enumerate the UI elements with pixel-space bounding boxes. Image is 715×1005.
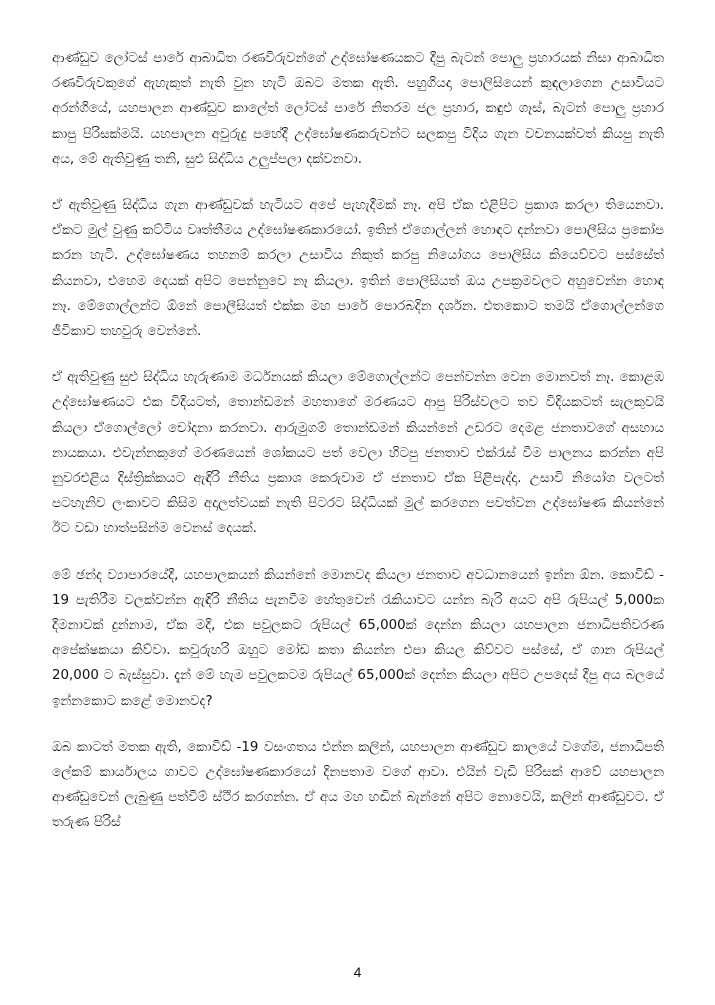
- document-body: [52, 46, 664, 857]
- paragraph-5: ඔබ කාටත් මතක ඇති, කොවිඩ් -19 වසංගතය එන්න කලින්, යහපාලන ආණ්ඩුව කාලයේ වගේම, ජනාධිපති ලේකම් කාර්යාලය ගාවට උද්ඝෝෂණකාරයෝ දිනපතාම වගේ ආවා. එයින් වැඩි පිරිසක් ආවේ යහපාලන ආණ්ඩුවෙන් ලැබුණු පත්වීම් ස්ථිර කරගන්න. ඒ අය මහ හඬින් බැන්නේ අපිට නොවෙයි, කලින් ආණ්ඩුවට. ඒ තරුණ පිරිස්: [52, 739, 664, 831]
- page-number: 4: [353, 964, 362, 980]
- paragraph-2: ඒ ඇතිවුණු සිද්ධිය ගැන ආණ්ඩුවක් හැටියට අපේ පැහැදීමක් නෑ. අපි ඒක එළිපිට ප්‍රකාශ කරලා තියෙනවා. ඒකට මුල් වුණු කට්ටිය වෘත්තීමය උද්ඝෝෂණකාරයෝ. ඉතින් ඒගොල්ලන් හොඳට දන්නවා පොලීසිය ප්‍රකෝප කරන හැටි. උද්ඝෝෂණය තහනම් කරලා උසාවිය නිකුත් කරපු නියෝගය පොලිසිය කියෙව්වට පස්සේත් කියනවා, එහෙම දෙයක් අපිට පෙන්නුවෙ නෑ කියලා. ඉතින් පොලිසියත් ඔය උපක්‍රමවලට අහුවෙන්න හොඳ නෑ. මේගොල්ලන්ට ඕනේ පොලීසියත් එක්ක මහ පාරේ පොරබදින දර්ශන. එතකොට තමයි ඒගොල්ලන්ගෙ ජීවිකාව තහවුරු වෙන්නේ.: [52, 198, 664, 340]
- paragraph-1: ආණ්ඩුව ලෝටස් පාරේ ආබාධිත රණවිරුවන්ගේ උද්ඝෝෂණයකට දීපු බැටන් පොලු ප්‍රහාරයක් නිසා ආබාධිත රණවිරුවකුගේ ඇහැකුත් නැති වුන හැටි ඔබට මතක ඇති. පහුගියදා පොලිසියෙන් කුඳලාගෙන උසාවියට අරන්ගියේ, යහපාලන ආණ්ඩුව කාලේත් ලෝටස් පාරේ නිතරම ජල ප්‍රහාර, කඳුළු ගෑස්, බැටන් පොලු ප්‍රහාර කාපු පිරිසක්මයි. යහපාලන අවුරුදු පහේදී උද්ඝෝෂණකරුවන්ට සලකපු විදිය ගැන වචනයක්වත් කියපු නැති අය, මේ ඇතිවුණු තනි, සුළු සිද්ධිය උලුප්පලා දක්වනවා.: [52, 51, 664, 167]
- paragraph-4: මේ ඡන්ද ව්‍යාපාරයේදී, යහපාලකයන් කියන්නේ මොනවද කියලා ජනතාව අවධානයෙන් ඉන්න ඕන. කොවිඩ් - 19 පැතිරීම වලක්වන්න ඇඳිරි නීතිය පැනවීම හේතුවෙන් රැකියාවට යන්න බැරි අයට අපි රුපියල් 5,000ක දීමනාවක් දුන්නාම, ඒක මදි, එක පවුලකට රුපියල් 65,000ක් දෙන්න කියලා යහපාලන ජනාධිපතිවරණ අපේක්ෂකයා කිව්වා. කවුරුහරි ඔහුට මෝඩ කතා කියන්න එපා කියල කිව්වට පස්සේ, ඒ ගාන රුපියල් 20,000 ට බැස්සුවා. දැන් මේ හැම පවුලකටම රුපියල් 65,000ක් දෙන්න කියලා අපිට උපදෙස් දීපු අය බලයේ ඉන්නකොට කළේ මොනවද?: [52, 567, 664, 709]
- paragraph-3: ඒ ඇතිවුණු සුළු සිද්ධිය හැරුණාම මර්ධනයක් කියලා මේගොල්ලන්ට පෙන්වන්න වෙන මොනවත් නෑ. කොළඹ උද්ඝෝෂණයට එක විදියටත්, තොන්ඩමන් මහතාගේ මරණයට ආපු පිරිස්වලට තව විදියකටත් සැලකුවයි කියලා ඒගොල්ලෝ චෝදනා කරනවා. ආරුමුගම් තොන්ඩමන් කියන්නේ උඩරට දෙමළ ජනතාවගේ අසහාය නායකයා. එවැන්නකුගේ මරණයෙන් ශෝකයට පත් වෙලා හිටපු ජනතාව එක්රැස් වීම පාලනය කරන්න අපි නුවරඑළිය දිස්ත්‍රික්කයට ඇඳිරි නීතිය ප්‍රකාශ කෙරුවාම ඒ ජනතාව ඒක පිළිපැද්දා. උසාවි නියෝග වලටත් පටහැනිව ලංකාවට කිසිම අදාලත්වයක් නැති පිටරට සිද්ධියක් මුල් කරගෙන පවත්වන උද්ඝෝෂණ කියන්නේ ඊට වඩා හාත්පසින්ම වෙනස් දෙයක්.: [52, 370, 664, 537]
